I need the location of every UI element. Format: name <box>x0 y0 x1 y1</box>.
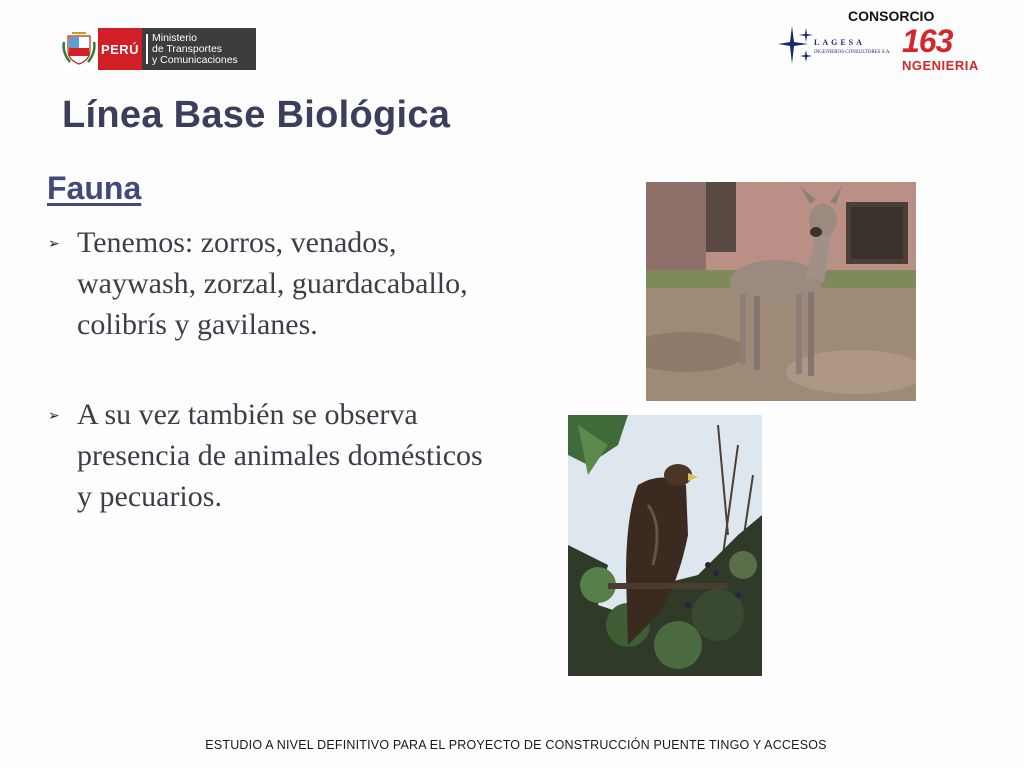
page-title: Línea Base Biológica <box>62 94 451 136</box>
ministry-line: Ministerio <box>152 31 197 44</box>
bullet-item <box>48 222 488 345</box>
bullet-text: A su vez también se observa presencia de animales domésticos y pecuarios. <box>77 398 483 513</box>
ministry-line: y Comunicaciones <box>152 53 238 66</box>
section-title: Fauna <box>47 170 142 206</box>
lagesa-logo <box>776 22 904 74</box>
bullet-item <box>48 394 488 517</box>
star-icon <box>778 24 818 68</box>
consorcio-logo <box>776 22 1008 74</box>
hawk-photo <box>568 415 762 676</box>
lagesa-subtitle: INGENIEROS CONSULTORES S.A. <box>814 50 891 55</box>
ministry-line: de Transportes <box>152 42 223 55</box>
arrow-bullet-icon: ➢ <box>48 237 60 252</box>
peru-shield-icon <box>60 28 98 70</box>
footer-text: ESTUDIO A NIVEL DEFINITIVO PARA EL PROYECTO DE CONSTRUCCIÓN PUENTE TINGO Y ACCESOS <box>205 738 827 752</box>
deer-photo <box>646 182 916 401</box>
peru-label: PERÚ <box>98 28 142 70</box>
ministry-label <box>142 28 256 70</box>
ingenieria-word: NGENIERIA <box>902 58 979 73</box>
bullet-text: Tenemos: zorros, venados, waywash, zorzal, guardacaballo, colibrís y gavilanes. <box>77 226 468 341</box>
consorcio-label: CONSORCIO <box>848 8 935 24</box>
arrow-bullet-icon: ➢ <box>48 409 60 424</box>
ingenieria-number: 163 <box>902 23 953 59</box>
lagesa-name: LAGESA <box>814 38 865 47</box>
mtc-logo <box>60 28 256 70</box>
